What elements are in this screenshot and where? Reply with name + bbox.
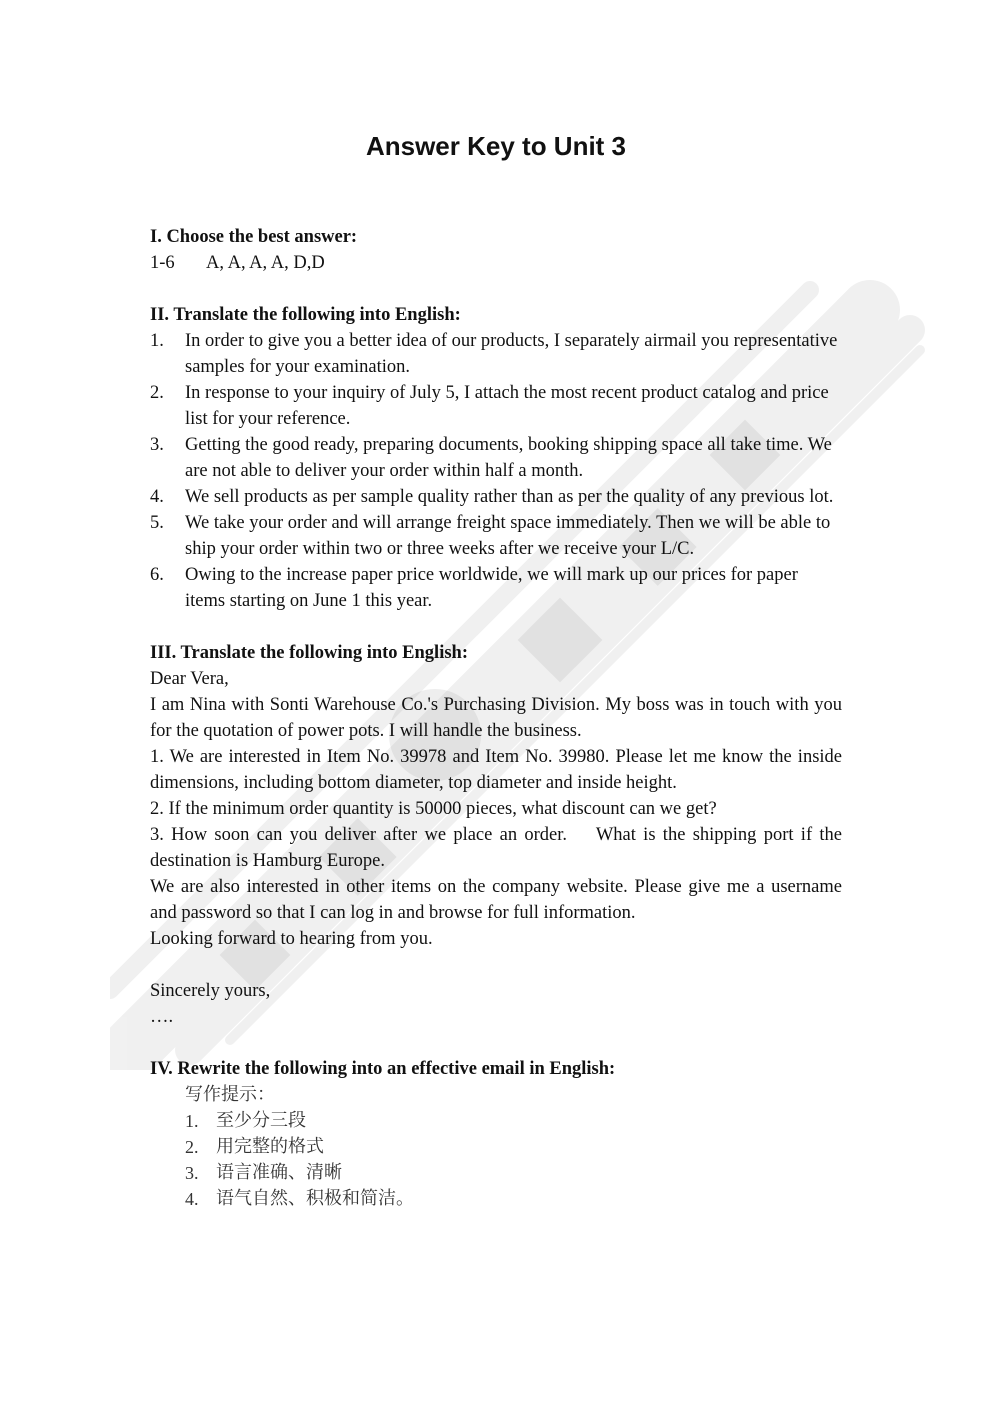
list-item: 3. 语言准确、清晰 [185,1162,342,1183]
letter-intro: I am Nina with Sonti Warehouse Co.'s Purchasing Division. My boss was in touch with you for the quotation of power pots. I will handle the business. [150,695,842,741]
translation-list [150,328,842,614]
section3-heading: III. Translate the following into English: [150,643,468,663]
list-item: 3. Getting the good ready, preparing documents, booking shipping space all take time. We are not able to deliver your order within half a month. [150,435,832,481]
writing-tips [150,1082,842,1212]
list-item: 1. 至少分三段 [185,1110,306,1131]
letter-signature: …. [150,1007,174,1027]
letter-closing: Sincerely yours, [150,981,271,1001]
letter-also: We are also interested in other items on the company website. Please give me a username and password so that I can log in and browse for full information. [150,877,842,923]
document-body [150,224,847,1212]
page-title: Answer Key to Unit 3 [365,131,627,161]
list-item: 2. In response to your inquiry of July 5, I attach the most recent product catalog and price list for your reference. [150,383,829,429]
letter-greeting: Dear Vera, [150,669,229,689]
section1-answers [150,250,842,276]
section1-heading: I. Choose the best answer: [150,227,358,247]
section2-heading: II. Translate the following into English: [150,305,461,325]
list-item: 4. We sell products as per sample quality rather than as per the quality of any previous lot. [150,487,834,507]
section4-heading: IV. Rewrite the following into an effective email in English: [150,1059,616,1079]
letter-looking-forward: Looking forward to hearing from you. [150,929,433,949]
list-item: 5. We take your order and will arrange freight space immediately. Then we will be able to ship your order within two or three weeks after we receive your L/C. [150,513,831,559]
letter-question-3: 3. How soon can you deliver after we place an order. What is the shipping port if the destination is Hamburg Europe. [150,825,847,871]
letter-question-1: 1. We are interested in Item No. 39978 and Item No. 39980. Please let me know the inside dimensions, including bottom diameter, top diameter and inside height. [150,747,842,793]
list-item: 2. 用完整的格式 [185,1136,324,1157]
answer-range: 1-6 [150,253,175,273]
answer-list: A, A, A, A, D,D [206,253,325,273]
list-item: 1. In order to give you a better idea of our products, I separately airmail you representative samples for your examination. [150,331,838,377]
letter-question-2: 2. If the minimum order quantity is 50000 pieces, what discount can we get? [150,799,717,819]
writing-tips-label: 写作提示： [185,1084,275,1105]
list-item: 4. 语气自然、积极和简洁。 [185,1188,414,1209]
list-item: 6. Owing to the increase paper price worldwide, we will mark up our prices for paper items starting on June 1 this year. [150,565,798,611]
writing-tips-list [185,1108,842,1212]
